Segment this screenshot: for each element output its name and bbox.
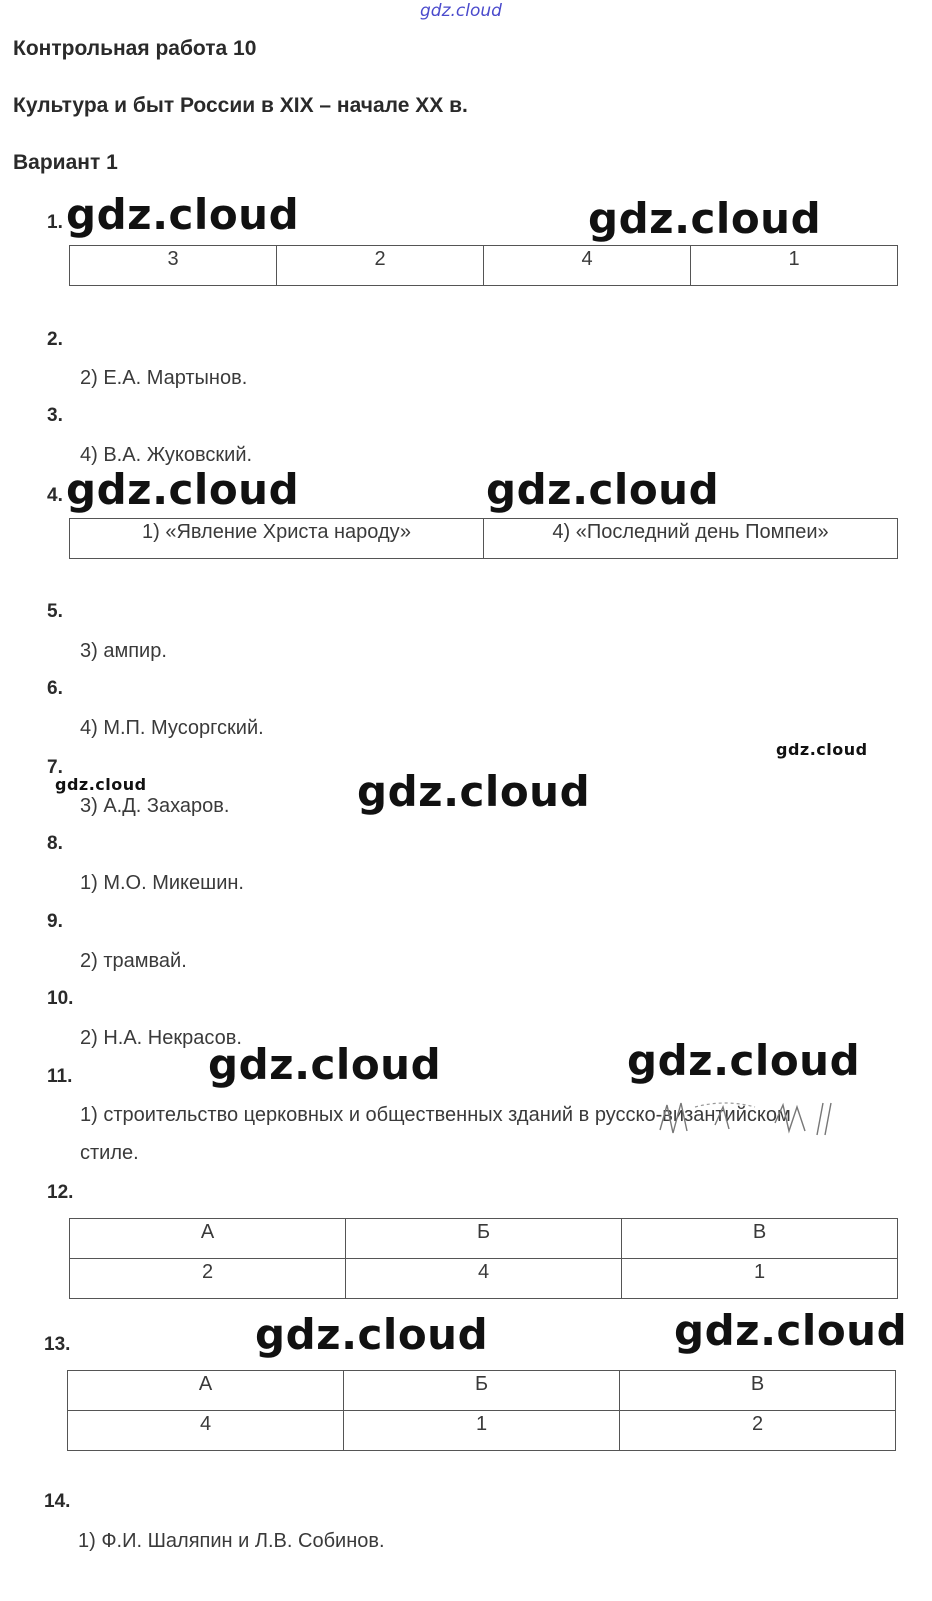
answer-table-q1 <box>69 245 898 286</box>
table-header-cell: Б <box>346 1219 622 1259</box>
question-number: 14. <box>44 1491 71 1512</box>
question-number: 12. <box>47 1182 74 1203</box>
table-header-cell: В <box>622 1219 898 1259</box>
watermark: gdz.cloud <box>588 194 822 243</box>
page-title: Контрольная работа 10 <box>13 37 257 60</box>
question-number: 6. <box>47 678 63 699</box>
answer-text: 1) М.О. Микешин. <box>80 872 244 894</box>
watermark: gdz.cloud <box>776 740 868 759</box>
table-cell: 1 <box>622 1259 898 1299</box>
scribble-mark <box>655 1095 845 1140</box>
answer-text: стиле. <box>80 1142 139 1164</box>
question-number: 2. <box>47 329 63 350</box>
question-number: 11. <box>47 1066 73 1087</box>
question-number: 8. <box>47 833 63 854</box>
watermark: gdz.cloud <box>627 1036 861 1085</box>
answer-text: 2) Е.А. Мартынов. <box>80 367 248 389</box>
watermark-top: gdz.cloud <box>420 1 502 21</box>
answer-table-q13 <box>67 1370 896 1451</box>
table-cell: 1 <box>691 246 898 286</box>
answer-table-q12 <box>69 1218 898 1299</box>
question-number: 13. <box>44 1334 71 1355</box>
answer-text: 3) ампир. <box>80 640 167 662</box>
watermark: gdz.cloud <box>357 767 591 816</box>
answer-text: 4) В.А. Жуковский. <box>80 444 253 466</box>
question-number: 5. <box>47 601 63 622</box>
watermark: gdz.cloud <box>674 1306 908 1355</box>
answer-text: 4) М.П. Мусоргский. <box>80 717 264 739</box>
answer-text: 2) трамвай. <box>80 950 187 972</box>
page-subtitle: Культура и быт России в XIX – начале XX в. <box>13 94 468 117</box>
table-cell: 3 <box>70 246 277 286</box>
watermark: gdz.cloud <box>55 775 147 794</box>
table-cell: 4 <box>484 246 691 286</box>
table-cell: 2 <box>277 246 484 286</box>
answer-text: 1) Ф.И. Шаляпин и Л.В. Собинов. <box>78 1530 385 1552</box>
watermark: gdz.cloud <box>66 465 300 514</box>
table-header-cell: Б <box>344 1371 620 1411</box>
answer-text: 2) Н.А. Некрасов. <box>80 1027 242 1049</box>
variant-label: Вариант 1 <box>13 151 118 174</box>
watermark: gdz.cloud <box>208 1040 442 1089</box>
answer-table-q4 <box>69 518 898 559</box>
answer-text: 3) А.Д. Захаров. <box>80 795 230 817</box>
question-number: 10. <box>47 988 74 1009</box>
table-cell: 4 <box>68 1411 344 1451</box>
table-cell: 1) «Явление Христа народу» <box>70 519 484 559</box>
table-cell: 1 <box>344 1411 620 1451</box>
question-number: 4. <box>47 485 63 506</box>
table-header-cell: А <box>68 1371 344 1411</box>
question-number: 1. <box>47 212 63 233</box>
watermark: gdz.cloud <box>255 1310 489 1359</box>
question-number: 9. <box>47 911 63 932</box>
table-cell: 2 <box>620 1411 896 1451</box>
table-cell: 2 <box>70 1259 346 1299</box>
table-cell: 4 <box>346 1259 622 1299</box>
question-number: 3. <box>47 405 63 426</box>
watermark: gdz.cloud <box>486 465 720 514</box>
answer-text: 1) строительство церковных и общественных зданий в русско-византийском <box>80 1104 791 1126</box>
watermark: gdz.cloud <box>66 190 300 239</box>
table-header-cell: В <box>620 1371 896 1411</box>
table-cell: 4) «Последний день Помпеи» <box>484 519 898 559</box>
question-number: 7. <box>47 757 63 778</box>
table-header-cell: А <box>70 1219 346 1259</box>
